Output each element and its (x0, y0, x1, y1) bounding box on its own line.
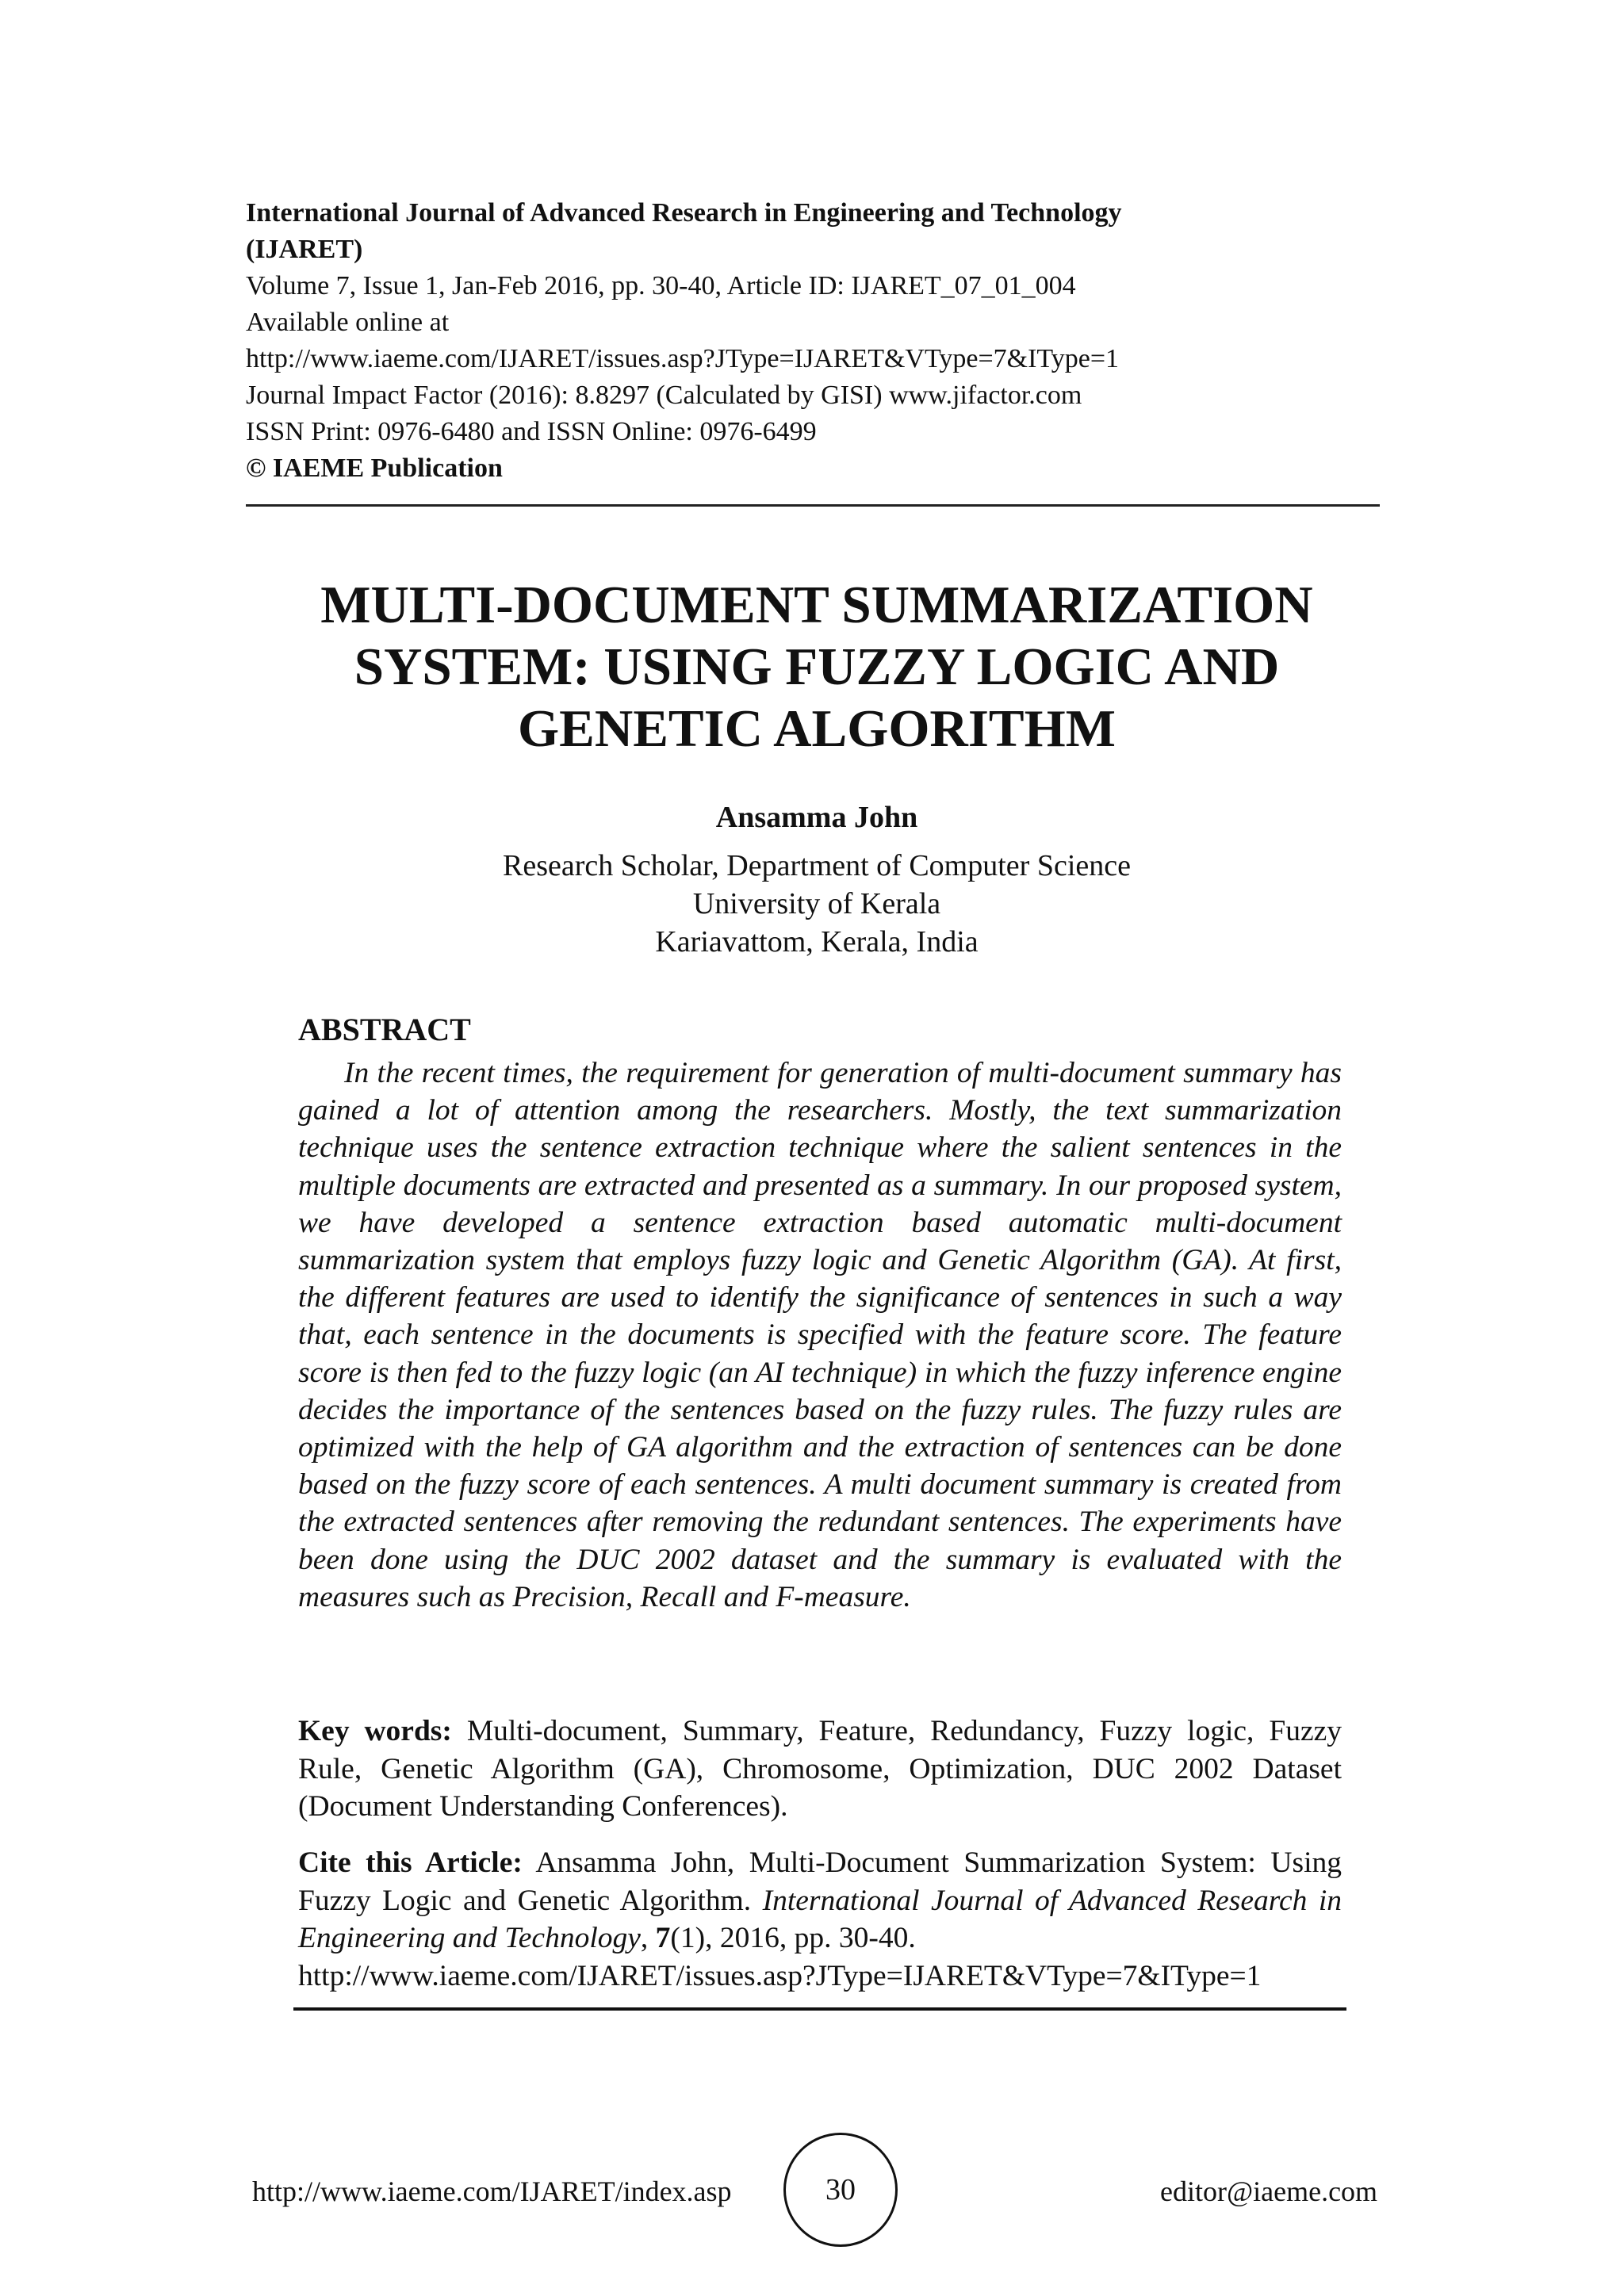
cite-volume: 7 (655, 1922, 671, 1954)
journal-name: International Journal of Advanced Research in Engineering and Technology (246, 198, 1122, 228)
affiliation-line-1: Research Scholar, Department of Computer Science (503, 849, 1131, 882)
issn-info: ISSN Print: 0976-6480 and ISSN Online: 0976-6499 (246, 417, 817, 446)
title-line-1: MULTI-DOCUMENT SUMMARIZATION (320, 576, 1313, 634)
author-name: Ansamma John (715, 801, 918, 834)
affiliation-line-3: Kariavattom, Kerala, India (655, 925, 979, 959)
footer-email[interactable]: editor@iaeme.com (1160, 2175, 1378, 2207)
journal-abbrev: (IJARET) (246, 235, 363, 264)
page-number-text: 30 (825, 2173, 856, 2206)
affiliation-line-2: University of Kerala (692, 887, 941, 920)
footer-url[interactable]: http://www.iaeme.com/IJARET/index.asp (252, 2175, 732, 2207)
journal-header (246, 195, 1388, 487)
volume-info: Volume 7, Issue 1, Jan-Feb 2016, pp. 30-40, Article ID: IJARET_07_01_004 (246, 271, 1076, 300)
available-online: Available online at (246, 308, 450, 337)
title-line-3: GENETIC ALGORITHM (518, 699, 1116, 758)
keywords-text: Multi-document, Summary, Feature, Redundancy, Fuzzy logic, Fuzzy Rule, Genetic Algorithm (GA), Chromosome, Optimization, DUC 2002 Dataset (Document Understanding Conferences). (298, 1715, 1342, 1823)
abstract-text: In the recent times, the requirement for generation of multi-document summary has gained a lot of attention among the researchers. Mostly, the text summarization technique uses the sentence extraction technique where the salient sentences in the multiple documents are extracted and presented as a summary. In our proposed system, we have developed a sentence extraction based automatic multi-document summarization system that employs fuzzy logic and Genetic Algorithm (GA). At first, the different features are used to identify the significance of sentences in such a way that, each sentence in the documents is specified with the feature score. The feature score is then fed to the fuzzy logic (an AI technique) in which the fuzzy inference engine decides the importance of the sentences based on the fuzzy rules. The fuzzy rules are optimized with the help of GA algorithm and the extraction of sentences can be done based on the fuzzy score of each sentences. A multi document summary is created from the extracted sentences after removing the redundant sentences. The experiments have been done using the DUC 2002 dataset and the summary is evaluated with the measures such as Precision, Recall and F-measure. (298, 1057, 1342, 1613)
abstract-heading: ABSTRACT (298, 1012, 471, 1047)
page-number (783, 2133, 898, 2247)
cite-journal: International Journal of Advanced Research in Engineering and Technology (298, 1884, 1342, 1954)
keywords-label: Key words: (298, 1715, 452, 1747)
cite-issue-pages: (1), 2016, pp. 30-40. (670, 1922, 916, 1954)
cite-label: Cite this Article: (298, 1846, 523, 1879)
paper-title (246, 574, 1388, 760)
issue-url[interactable]: http://www.iaeme.com/IJARET/issues.asp?JType=IJARET&VType=7&IType=1 (246, 344, 1120, 373)
author-affiliation (246, 847, 1388, 961)
keywords (298, 1712, 1342, 1826)
cite-authors-title: Ansamma John, Multi-Document Summarization System: Using Fuzzy Logic and Genetic Algorithm. (298, 1846, 1342, 1917)
citation: Cite this Article: Ansamma John, Multi-Document Summarization System: Using Fuzzy Logic and Genetic Algorithm. International Journal of Advanced Research in Engineering and Technology, 7(1), 2016, pp. 30-40. http://www.iaeme.com/IJARET/issues.asp?JType=IJARET&VType=7&IType=1 (298, 1846, 1342, 1992)
cite-url[interactable]: http://www.iaeme.com/IJARET/issues.asp?JType=IJARET&VType=7&IType=1 (298, 1959, 1262, 1992)
publisher: © IAEME Publication (246, 453, 503, 483)
header-divider (246, 504, 1380, 507)
citation-underline (293, 2007, 1346, 2011)
title-line-2: SYSTEM: USING FUZZY LOGIC AND (354, 637, 1280, 696)
impact-factor: Journal Impact Factor (2016): 8.8297 (Calculated by GISI) www.jifactor.com (246, 381, 1082, 410)
